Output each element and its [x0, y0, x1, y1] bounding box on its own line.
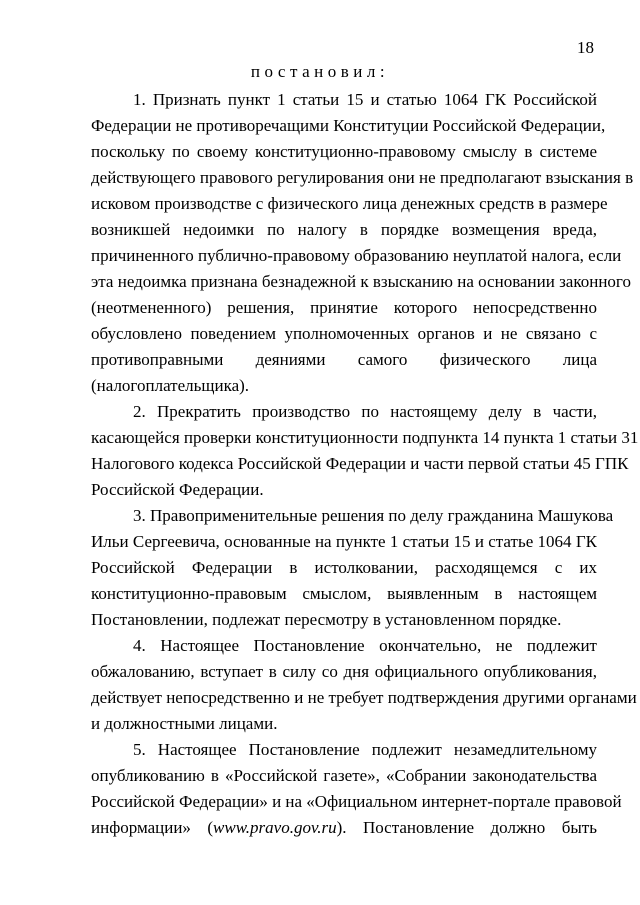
text-line: обусловлено поведением уполномоченных органов и не связано с — [91, 324, 597, 343]
text-line: (налогоплательщика). — [91, 376, 250, 395]
paragraph-1 — [91, 87, 634, 399]
text-line: противоправными деяниями самого физического лица — [91, 350, 597, 369]
text-line: эта недоимка признана безнадежной к взысканию на основании законного — [91, 272, 631, 291]
text-line: 4. Настоящее Постановление окончательно, не подлежит — [133, 636, 597, 655]
text-line: Постановлении, подлежат пересмотру в установленном порядке. — [91, 610, 562, 629]
text-line: действующего правового регулирования они не предполагают взыскания в — [91, 168, 634, 187]
text-line: опубликованию в «Российской газете», «Собрании законодательства — [91, 766, 597, 785]
paragraph-3 — [91, 503, 614, 633]
text-line — [91, 815, 597, 841]
website-link[interactable]: www.pravo.gov.ru — [213, 818, 337, 837]
text-line: конституционно-правовым смыслом, выявленным в настоящем — [91, 584, 597, 603]
text-line: причиненного публично-правовому образованию неуплатой налога, если — [91, 246, 622, 265]
text-line: и должностными лицами. — [91, 714, 278, 733]
paragraph-4 — [91, 633, 637, 737]
text-fragment: ). Постановление должно быть — [336, 818, 597, 837]
resolution-heading: постановил: — [250, 62, 390, 81]
text-line: 1. Признать пункт 1 статьи 15 и статью 1064 ГК Российской — [133, 90, 597, 109]
text-fragment: информации» ( — [91, 818, 214, 837]
text-line: Федерации не противоречащими Конституции Российской Федерации, — [91, 116, 606, 135]
text-line: касающейся проверки конституционности подпункта 14 пункта 1 статьи 31 — [91, 428, 639, 447]
paragraph-5 — [91, 737, 622, 841]
paragraph-2 — [91, 399, 639, 503]
text-line: 5. Настоящее Постановление подлежит незамедлительному — [133, 740, 597, 759]
text-line: 3. Правоприменительные решения по делу гражданина Машукова — [133, 506, 614, 525]
text-line: обжалованию, вступает в силу со дня официального опубликования, — [91, 662, 597, 681]
text-line: 2. Прекратить производство по настоящему делу в части, — [133, 402, 597, 421]
text-line: поскольку по своему конституционно-правовому смыслу в системе — [91, 142, 597, 161]
page-number: 18 — [577, 38, 594, 57]
text-line: исковом производстве с физического лица денежных средств в размере — [91, 194, 608, 213]
text-line: Российской Федерации. — [91, 480, 264, 499]
document-body — [91, 87, 639, 841]
text-line: действует непосредственно и не требует подтверждения другими органами — [91, 688, 637, 707]
text-line: Налогового кодекса Российской Федерации и части первой статьи 45 ГПК — [91, 454, 629, 473]
text-line: возникшей недоимки по налогу в порядке возмещения вреда, — [91, 220, 597, 239]
text-line: Российской Федерации в истолковании, расходящемся с их — [91, 558, 597, 577]
text-line: Ильи Сергеевича, основанные на пункте 1 статьи 15 и статье 1064 ГК — [91, 532, 597, 551]
text-line: (неотмененного) решения, принятие которого непосредственно — [91, 298, 597, 317]
text-line: Российской Федерации» и на «Официальном интернет-портале правовой — [91, 792, 622, 811]
